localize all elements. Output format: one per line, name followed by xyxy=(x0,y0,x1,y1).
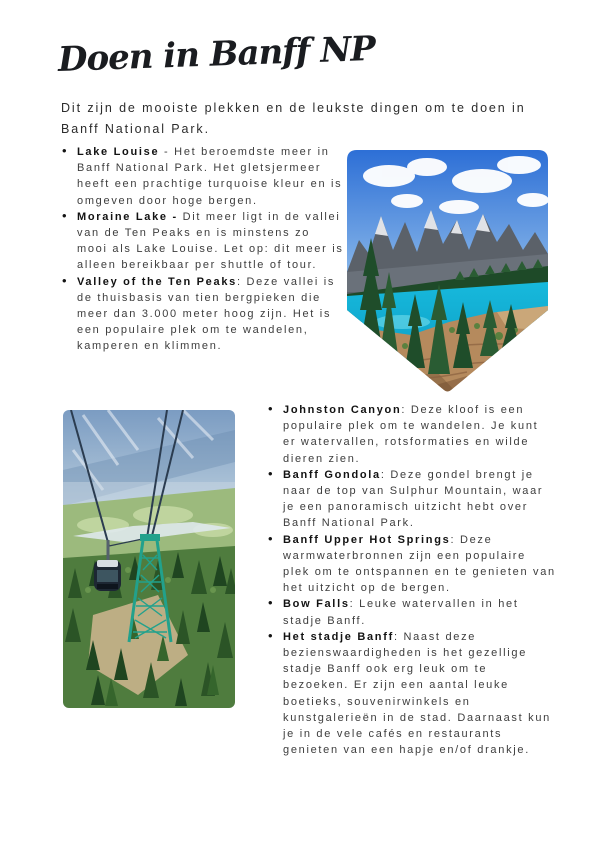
item-text: Deze gondel brengt je naar de top van Sulphur Mountain, waar je een panoramisch uitzicht hebt over Banff National Park. xyxy=(283,468,544,530)
item-title: Het stadje Banff xyxy=(283,630,394,643)
item-title: Banff Upper Hot Springs xyxy=(283,533,451,546)
item-title: Lake Louise xyxy=(77,146,160,158)
item-title: Johnston Canyon xyxy=(283,404,402,416)
item-separator: : xyxy=(401,404,411,416)
item-title: Bow Falls xyxy=(283,598,350,611)
page-subtitle: Dit zijn de mooiste plekken en de leukste dingen om te doen in Banff National Park. xyxy=(61,101,526,136)
list-item xyxy=(267,596,556,628)
item-separator: : xyxy=(349,598,360,611)
item-separator: : xyxy=(380,468,391,481)
list-item xyxy=(61,209,345,274)
list-item xyxy=(61,144,345,209)
highlights-list-left xyxy=(61,144,345,355)
list-item xyxy=(267,532,556,597)
list-item xyxy=(267,402,556,467)
item-text: Deze vallei is de thuisbasis van tien bergpieken die meer dan 3.000 meter hoog zijn. Het is een populaire plek om te wandelen, kamperen en klimmen. xyxy=(77,275,336,353)
item-title: Valley of the Ten Peaks xyxy=(77,275,237,288)
banff-gondola-photo xyxy=(63,410,235,708)
page-title: Doen in Banff NP xyxy=(57,28,376,80)
list-item xyxy=(267,629,556,759)
list-item xyxy=(61,274,345,355)
item-text: Dit meer ligt in de vallei van de Ten Peaks en is minstens zo mooi als Lake Louise. Let op: dit meer is alleen bereikbaar per shuttle of tour. xyxy=(77,210,344,272)
item-text: Deze kloof is een populaire plek om te wandelen. Je kunt er watervallen, rotsformaties en wilde dieren zien. xyxy=(283,404,539,465)
item-text: Deze warmwaterbronnen zijn een populaire plek om te ontspannen en te genieten van het uitzicht op de bergen. xyxy=(283,533,556,595)
item-text: Naast deze bezienswaardigheden is het gezellige stadje Banff ook erg leuk om te bezoeken. Er zijn een aantal leuke boetieks, souvenirwinkels en kunstgalerieën in de stad. Daarnaast kun je in de vele cafés en restaurants genieten van een hapje en/of drankje. xyxy=(283,630,551,757)
item-text: Het beroemdste meer in Banff National Park. Het gletsjermeer heeft een prachtige turquoise kleur en is omgeven door hoge bergen. xyxy=(77,146,343,207)
moraine-lake-photo xyxy=(347,150,548,393)
highlights-list-right xyxy=(267,402,556,758)
item-text: Leuke watervallen in het stadje Banff. xyxy=(283,598,519,627)
item-separator: : xyxy=(393,630,404,643)
item-separator: : xyxy=(450,533,460,546)
item-title: Banff Gondola xyxy=(283,468,381,481)
item-separator: : xyxy=(236,275,247,288)
list-item xyxy=(267,467,556,532)
item-title: Moraine Lake - xyxy=(77,210,178,223)
item-separator: - xyxy=(159,146,175,158)
